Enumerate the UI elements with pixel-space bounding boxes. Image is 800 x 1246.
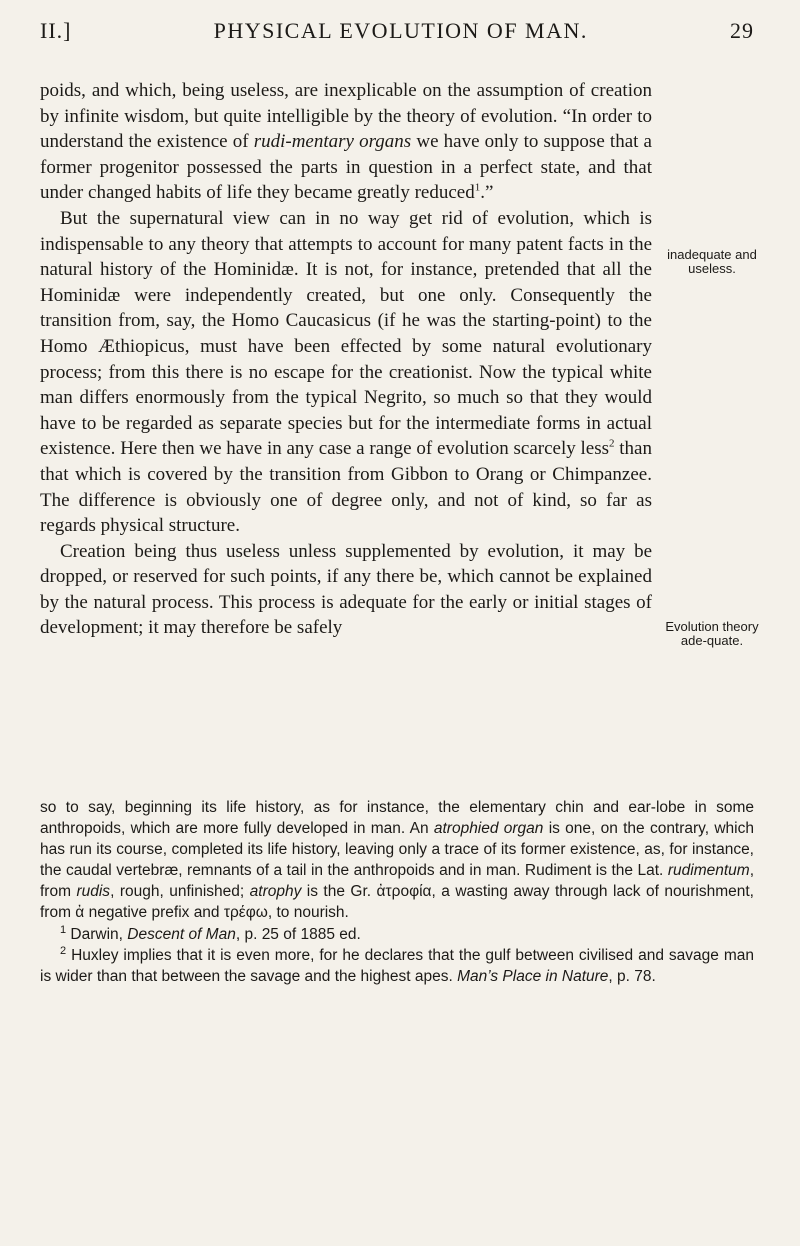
paragraph-2: But the supernatural view can in no way get rid of evolution, which is indispensable to any theory that attempts to account for many patent facts in the natural history of the Hominidæ. It is not, for instance, pretended that all the Hominidæ were independently created, but one only. Consequently the transition from, say, the Homo Caucasicus (if he was the starting-point) to the Homo Æthiopicus, must have been effected by some natural evolutionary process; from this there is no escape for the creationist. Now the typical white man differs enormously from the typical Negrito, so much so that they would have to be regarded as separate species but for the intermediate forms in actual existence. Here then we have in any case a range of evolution scarcely less$^2$ than that which is covered by the transition from Gibbon to Orang or Chimpanzee. The difference is obviously one of degree only, and not of kind, so far as regards physical structure.: [40, 207, 652, 537]
running-title: PHYSICAL EVOLUTION OF MAN.: [213, 18, 588, 43]
footnote-1: $^1$ Darwin, Descent of Man, p. 25 of 1885 ed.: [60, 923, 361, 943]
footnotes: [40, 797, 754, 987]
running-header: [40, 18, 754, 44]
margin-note-inadequate: inadequate and useless.: [667, 247, 757, 276]
chapter-marker: II.]: [40, 18, 72, 43]
paragraph-3: Creation being thus useless unless supplemented by evolution, it may be dropped, or reserved for such points, if any there be, which cannot be explained by the natural process. This process is adequate for the early or initial stages of development; it may therefore be safely: [40, 540, 652, 639]
footnote-ref-1: 1: [474, 182, 481, 195]
footnote-ref-2: 2: [609, 437, 615, 450]
footnote-2: $^2$ Huxley implies that it is even more, for he declares that the gulf between civilised and savage man is wider than that between the savage and the highest apes. Man’s Place in Nature, p. 78.: [40, 944, 754, 985]
margin-note-evolution: Evolution theory ade-quate.: [665, 619, 759, 648]
page-number: 29: [730, 18, 754, 43]
main-text: [40, 78, 652, 641]
paragraph-1: poids, and which, being useless, are inexplicable on the assumption of creation by infinite wisdom, but quite intelligible by the theory of evolution. “In order to understand the existence of rudi-mentary organs we have only to suppose that a former progenitor possessed the parts in question in a perfect state, and that under changed habits of life they became greatly reduced$^1$.”: [40, 80, 652, 204]
italic-term: rudi-mentary organs: [253, 131, 412, 153]
footnote-continuation: so to say, beginning its life history, as for instance, the elementary chin and ear-lobe in some anthropoids, which are more fully developed in man. An atrophied organ is one, on the contrary, which has run its course, completed its life history, leaving only a trace of its former existence, as, for instance, the caudal vertebræ, remnants of a tail in the anthropoids and in man. Rudiment is the Lat. rudimentum, from rudis, rough, unfinished; atrophy is the Gr. ἀτροφία, a wasting away through lack of nourishment, from ἀ negative prefix and τρέφω, to nourish.: [40, 799, 754, 922]
